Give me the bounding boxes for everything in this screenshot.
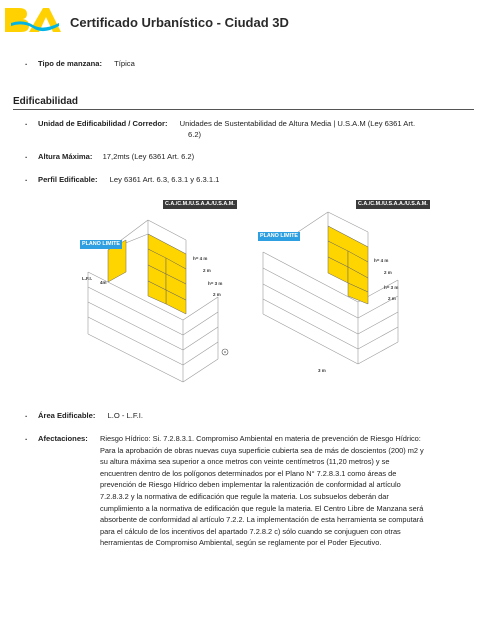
right-dim-h3: h= 3 m bbox=[384, 285, 399, 290]
left-dim-2m-b: 2 m bbox=[213, 292, 221, 297]
bullet: . bbox=[25, 58, 28, 67]
unidad-row bbox=[38, 118, 415, 130]
isometric-drawings bbox=[78, 192, 438, 392]
altura-label: Altura Máxima: bbox=[38, 152, 93, 161]
right-dim-2m: 2 m bbox=[384, 270, 392, 275]
bullet: . bbox=[25, 410, 28, 419]
afectaciones-label-text: Afectaciones: bbox=[38, 434, 88, 443]
left-dim-h4: h= 4 m bbox=[193, 256, 208, 261]
unidad-label: Unidad de Edificabilidad / Corredor: bbox=[38, 119, 168, 128]
right-top-tag: C.A./C.M./U.S.A.A./U.S.A.M. bbox=[358, 201, 428, 207]
afectaciones-line: herramientas de Compromiso Ambiental, según se reglamente por el Poder Ejecutivo. bbox=[100, 538, 382, 548]
altura-value: 17,2mts (Ley 6361 Art. 6.2) bbox=[102, 152, 195, 161]
left-plane-tag: PLANO LIMITE bbox=[82, 241, 121, 247]
unidad-value-cont: 6.2) bbox=[188, 130, 202, 139]
area-value: L.O - L.F.I. bbox=[107, 411, 143, 420]
left-dim-h3: h= 3 m bbox=[208, 281, 223, 286]
bullet: . bbox=[25, 151, 28, 160]
left-top-tag: C.A./C.M./U.S.A.A./U.S.A.M. bbox=[165, 201, 235, 207]
right-dim-bottom: 3 m bbox=[318, 368, 326, 373]
page-header bbox=[0, 0, 486, 40]
area-label: Área Edificable: bbox=[38, 411, 96, 420]
perfil-edificable-diagram bbox=[78, 192, 438, 397]
perfil-value: Ley 6361 Art. 6.3, 6.3.1 y 6.3.1.1 bbox=[109, 175, 220, 184]
afectaciones-line: encuentren dentro de los polígonos determinados por el Plano N° 7.2.8.3.1 como áreas de bbox=[100, 468, 397, 478]
right-dim-2m-b: 2 m bbox=[388, 296, 396, 301]
bullet: . bbox=[25, 433, 28, 442]
left-lfi-label: L.F.I. bbox=[82, 276, 92, 281]
tipo-manzana-row bbox=[38, 58, 135, 70]
afectaciones-line: prevención de Riesgo Hídrico deben implementar la ralentización de conformidad al artículo bbox=[100, 480, 401, 490]
tipo-manzana-label: Tipo de manzana: bbox=[38, 59, 102, 68]
section-title-edificabilidad: Edificabilidad bbox=[13, 96, 79, 107]
afectaciones-line: cumplimiento a la normativa de edificación que regule la materia. El Centro Libre de Manzana será bbox=[100, 503, 424, 513]
afectaciones-line: Para la aprobación de obras nuevas cuya superficie cubierta sea de más de doscientos (200) m2 y bbox=[100, 445, 424, 455]
afectaciones-line: para el cálculo de los incentivos del apartado 7.2.8.2 c) sólo cuando se conjuguen con otras bbox=[100, 526, 401, 536]
ba-logo bbox=[3, 5, 63, 35]
perfil-label: Perfil Edificable: bbox=[38, 175, 98, 184]
afectaciones-label bbox=[38, 433, 88, 445]
page-title: Certificado Urbanístico - Ciudad 3D bbox=[70, 15, 289, 30]
altura-row bbox=[38, 151, 194, 163]
unidad-value: Unidades de Sustentabilidad de Altura Media | U.S.A.M (Ley 6361 Art. bbox=[179, 119, 416, 128]
left-dim-2m: 2 m bbox=[203, 268, 211, 273]
afectaciones-line: su altura máxima sea superior a once metros con veinte centímetros (11,20 metros) y se bbox=[100, 457, 390, 467]
right-yellow-steps bbox=[328, 226, 368, 304]
section-divider bbox=[13, 109, 474, 110]
right-plane-tag: PLANO LIMITE bbox=[260, 233, 299, 239]
perfil-row bbox=[38, 174, 219, 186]
bullet: . bbox=[25, 118, 28, 127]
afectaciones-line: absorbente de conformidad al artículo 7.2.2. La implementación de esta herramienta se computará bbox=[100, 515, 424, 525]
bullet: . bbox=[25, 174, 28, 183]
right-dim-h4: h= 4 m bbox=[374, 258, 389, 263]
afectaciones-line: Riesgo Hídrico: Si. 7.2.8.3.1. Compromiso Ambiental en materia de prevención de Riesgo Hídrico: bbox=[100, 434, 421, 443]
afectaciones-text bbox=[100, 433, 470, 549]
tipo-manzana-value: Típica bbox=[114, 59, 135, 68]
area-row bbox=[38, 410, 143, 422]
left-dim-side: 4m bbox=[100, 280, 107, 285]
afectaciones-line: 7.2.8.3.2 y la normativa de edificación que regule la materia. Los subsuelos deberán dar bbox=[100, 491, 389, 501]
